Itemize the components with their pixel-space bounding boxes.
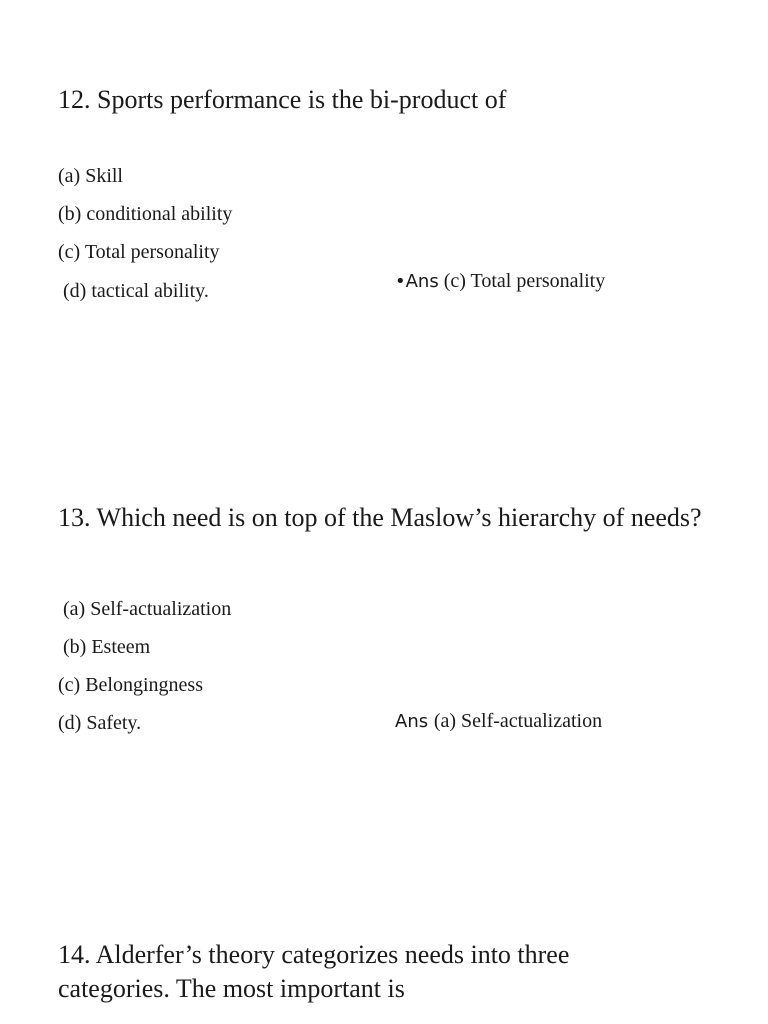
question-13-answer bbox=[395, 708, 602, 735]
answer-prefix: •Ans bbox=[395, 271, 439, 292]
answer-prefix: Ans bbox=[395, 711, 434, 732]
question-12-option-d: (d) tactical ability. bbox=[63, 280, 209, 302]
question-12-option-c: (c) Total personality bbox=[58, 241, 220, 263]
question-12-option-b: (b) conditional ability bbox=[58, 203, 233, 225]
question-14-text: 14. Alderfer’s theory categorizes needs into three categories. The most important is bbox=[58, 940, 570, 1003]
question-12-option-a: (a) Skill bbox=[58, 165, 123, 187]
question-12-text: 12. Sports performance is the bi-product of bbox=[58, 85, 507, 114]
question-13-option-b: (b) Esteem bbox=[63, 636, 151, 658]
question-13-option-d: (d) Safety. bbox=[58, 712, 142, 734]
answer-text: (c) Total personality bbox=[438, 270, 606, 292]
answer-text: (a) Self-actualization bbox=[433, 710, 603, 732]
question-13-option-c: (c) Belongingness bbox=[58, 674, 203, 696]
question-13-option-a: (a) Self-actualization bbox=[63, 598, 232, 620]
question-12-answer bbox=[395, 268, 605, 295]
question-13-text: 13. Which need is on top of the Maslow’s hierarchy of needs? bbox=[58, 503, 702, 532]
